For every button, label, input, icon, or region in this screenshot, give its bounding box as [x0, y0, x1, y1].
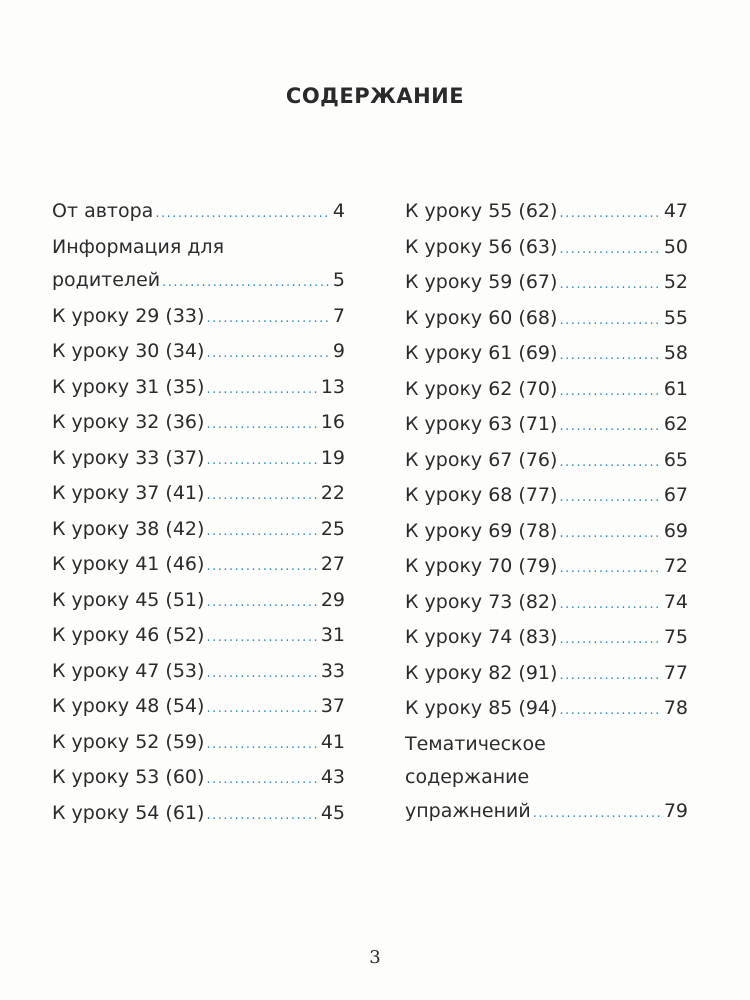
toc-entry-page-number: 50	[663, 235, 688, 258]
leader-dots	[206, 408, 318, 442]
toc-entry-page-number: 55	[663, 306, 688, 329]
leader-dots	[206, 373, 318, 407]
toc-entry-line	[52, 371, 345, 407]
page-number: 3	[369, 947, 381, 968]
leader-dots	[559, 410, 661, 444]
toc-entry-page-number: 16	[320, 411, 345, 433]
toc-entry-title: К уроку 53 (60)	[52, 766, 205, 788]
toc-entry-page-number: 52	[663, 271, 688, 293]
toc-entry-title: К уроку 85 (94)	[405, 697, 558, 719]
toc-entry-page-number: 77	[663, 661, 688, 684]
toc-entry-page-number: 27	[320, 553, 345, 575]
leader-dots	[206, 799, 318, 833]
toc-entry-line	[405, 302, 688, 338]
toc-entry[interactable]	[52, 726, 345, 762]
toc-entry[interactable]	[405, 195, 688, 231]
leader-dots	[559, 517, 661, 551]
page-title: СОДЕРЖАНИЕ	[285, 84, 465, 108]
leader-dots	[206, 479, 318, 513]
toc-entry[interactable]	[405, 586, 688, 622]
toc-entry-line	[405, 373, 688, 409]
toc-entry-line	[52, 406, 345, 442]
toc-entry-line	[52, 513, 345, 549]
leader-dots	[559, 623, 661, 657]
toc-entry-title: От автора	[52, 200, 154, 222]
toc-entry-page-number: 75	[663, 626, 688, 648]
toc-entry[interactable]	[52, 406, 345, 442]
toc-entry[interactable]	[405, 657, 688, 693]
toc-entry-title: К уроку 55 (62)	[405, 200, 558, 222]
leader-dots	[206, 763, 318, 797]
toc-entry-line	[52, 442, 345, 478]
toc-entry[interactable]	[52, 655, 345, 691]
toc-entry[interactable]	[405, 337, 688, 373]
toc-entry-page-number: 5	[332, 269, 345, 291]
leader-dots	[206, 515, 318, 549]
toc-entry[interactable]	[52, 584, 345, 620]
toc-entry[interactable]	[405, 550, 688, 586]
toc-entry-line	[405, 479, 688, 515]
toc-entry-line	[52, 300, 345, 336]
leader-dots	[206, 692, 318, 726]
leader-dots	[206, 586, 318, 620]
toc-entry-line	[52, 726, 345, 762]
toc-entry-line	[52, 477, 345, 513]
toc-entry-title: К уроку 45 (51)	[52, 588, 205, 611]
toc-entry[interactable]	[405, 479, 688, 515]
toc-entry-page-number: 47	[663, 200, 688, 222]
toc-entry-page-number: 74	[663, 590, 688, 613]
toc-entry[interactable]	[405, 621, 688, 657]
leader-dots	[206, 728, 318, 762]
toc-entry-title: К уроку 59 (67)	[405, 271, 558, 293]
leader-dots	[162, 266, 331, 300]
toc-entry-title: К уроку 52 (59)	[52, 730, 205, 753]
toc-entry[interactable]	[52, 195, 345, 231]
toc-entry-title: К уроку 30 (34)	[52, 340, 205, 362]
leader-dots	[559, 197, 661, 231]
toc-column-right	[405, 195, 688, 830]
leader-dots	[206, 302, 330, 336]
toc-entry-page-number: 22	[320, 482, 345, 504]
toc-entry-title: упражнений	[405, 799, 531, 822]
toc-entry-title: К уроку 68 (77)	[405, 484, 558, 506]
toc-entry[interactable]	[405, 266, 688, 302]
toc-entry-title: К уроку 33 (37)	[52, 446, 205, 469]
toc-entry-title: К уроку 70 (79)	[405, 555, 558, 577]
toc-entry-title: К уроку 73 (82)	[405, 590, 558, 613]
toc-entry-title: К уроку 67 (76)	[405, 448, 558, 471]
toc-entry[interactable]	[52, 371, 345, 407]
toc-entry-page-number: 41	[320, 730, 345, 753]
toc-entry[interactable]	[52, 761, 345, 797]
toc-entry[interactable]	[52, 797, 345, 833]
toc-entry-page-number: 19	[320, 446, 345, 469]
toc-entry-title: К уроку 60 (68)	[405, 306, 558, 329]
toc-column-left	[52, 195, 345, 832]
toc-entry-title: К уроку 61 (69)	[405, 342, 558, 364]
leader-dots	[559, 268, 661, 302]
toc-entry-title: К уроку 29 (33)	[52, 304, 205, 327]
toc-entry-title: К уроку 63 (71)	[405, 413, 558, 435]
toc-entry-line	[405, 337, 688, 373]
toc-entry-line	[405, 231, 688, 267]
leader-dots	[206, 621, 318, 655]
toc-entry-page-number: 31	[320, 624, 345, 646]
toc-entry-title: К уроку 74 (83)	[405, 626, 558, 648]
toc-entry-line	[52, 619, 345, 655]
toc-entry-page-number: 29	[320, 588, 345, 611]
leader-dots	[559, 481, 661, 515]
toc-entry[interactable]	[405, 515, 688, 551]
toc-entry-line	[405, 621, 688, 657]
toc-entry-line	[405, 515, 688, 551]
toc-entry-title: К уроку 62 (70)	[405, 377, 558, 400]
toc-entry-title-line: содержание	[405, 766, 530, 788]
toc-entry-page-number: 65	[663, 448, 688, 471]
leader-dots	[206, 444, 318, 478]
toc-entry-line	[52, 584, 345, 620]
toc-entry[interactable]	[405, 408, 688, 444]
toc-entry[interactable]	[52, 548, 345, 584]
toc-entry-page-number: 72	[663, 555, 688, 577]
toc-entry-page-number: 13	[320, 375, 345, 398]
toc-entry-title: К уроку 69 (78)	[405, 519, 558, 542]
toc-entry-page-number: 78	[663, 697, 688, 719]
leader-dots	[559, 588, 661, 622]
leader-dots	[559, 339, 661, 373]
toc-entry-title: К уроку 48 (54)	[52, 695, 205, 717]
leader-dots	[559, 375, 661, 409]
toc-entry-page-number: 25	[320, 517, 345, 540]
toc-entry-title-line: Тематическое	[405, 732, 546, 755]
toc-entry-page-number: 43	[320, 766, 345, 788]
leader-dots	[559, 552, 661, 586]
toc-entry[interactable]	[405, 373, 688, 409]
toc-entry-title: К уроку 54 (61)	[52, 801, 205, 824]
toc-entry[interactable]	[52, 513, 345, 549]
toc-entry-line	[405, 586, 688, 622]
toc-entry[interactable]	[405, 728, 688, 831]
toc-entry-title: К уроку 32 (36)	[52, 411, 205, 433]
toc-entry-line	[52, 195, 345, 231]
toc-entry[interactable]	[52, 690, 345, 726]
toc-entry-title: родителей	[52, 269, 161, 291]
leader-dots	[533, 797, 662, 831]
toc-entry-line	[52, 335, 345, 371]
toc-entry-line	[405, 266, 688, 302]
toc-entry-page-number: 67	[663, 484, 688, 506]
toc-entry-line	[52, 690, 345, 726]
toc-entry-page-number: 4	[332, 200, 345, 222]
toc-entry[interactable]	[405, 231, 688, 267]
toc-entry-line	[405, 657, 688, 693]
toc-entry-line	[405, 795, 688, 831]
toc-entry-title: К уроку 46 (52)	[52, 624, 205, 646]
toc-entry-title-line: Информация для	[52, 235, 225, 258]
toc-entry[interactable]	[52, 619, 345, 655]
leader-dots	[206, 657, 318, 691]
toc-entry[interactable]	[52, 300, 345, 336]
toc-entry-title: К уроку 31 (35)	[52, 375, 205, 398]
toc-entry[interactable]	[405, 692, 688, 728]
toc-entry-title: К уроку 56 (63)	[405, 235, 558, 258]
toc-entry-page-number: 62	[663, 413, 688, 435]
toc-entry-line	[52, 797, 345, 833]
toc-entry-line	[52, 264, 345, 300]
leader-dots	[559, 694, 661, 728]
toc-entry[interactable]	[52, 442, 345, 478]
toc-entry-page-number: 7	[332, 304, 345, 327]
toc-entry-page-number: 45	[320, 801, 345, 824]
toc-entry-page-number: 9	[332, 340, 345, 362]
toc-entry-line	[52, 761, 345, 797]
leader-dots	[559, 659, 661, 693]
toc-entry-line	[405, 550, 688, 586]
toc-entry-page-number: 79	[663, 799, 688, 822]
toc-entry-title: К уроку 41 (46)	[52, 553, 205, 575]
toc-entry[interactable]	[52, 477, 345, 513]
toc-entry-line	[52, 655, 345, 691]
leader-dots	[559, 233, 661, 267]
toc-entry-line	[405, 444, 688, 480]
toc-entry-page-number: 58	[663, 342, 688, 364]
leader-dots	[559, 304, 661, 338]
toc-entry-page-number: 61	[663, 377, 688, 400]
toc-entry[interactable]	[52, 335, 345, 371]
toc-entry-line	[405, 408, 688, 444]
leader-dots	[155, 197, 331, 231]
leader-dots	[206, 337, 330, 371]
toc-entry-title: К уроку 47 (53)	[52, 659, 205, 682]
toc-entry-line	[405, 195, 688, 231]
toc-entry[interactable]	[405, 302, 688, 338]
toc-entry-title: К уроку 37 (41)	[52, 482, 205, 504]
toc-entry-page-number: 69	[663, 519, 688, 542]
toc-entry-line	[405, 692, 688, 728]
toc-entry-title: К уроку 38 (42)	[52, 517, 205, 540]
toc-entry[interactable]	[52, 231, 345, 300]
toc-entry-title: К уроку 82 (91)	[405, 661, 558, 684]
leader-dots	[559, 446, 661, 480]
toc-entry-page-number: 33	[320, 659, 345, 682]
toc-entry-page-number: 37	[320, 695, 345, 717]
leader-dots	[206, 550, 318, 584]
toc-entry-line	[52, 548, 345, 584]
toc-entry[interactable]	[405, 444, 688, 480]
